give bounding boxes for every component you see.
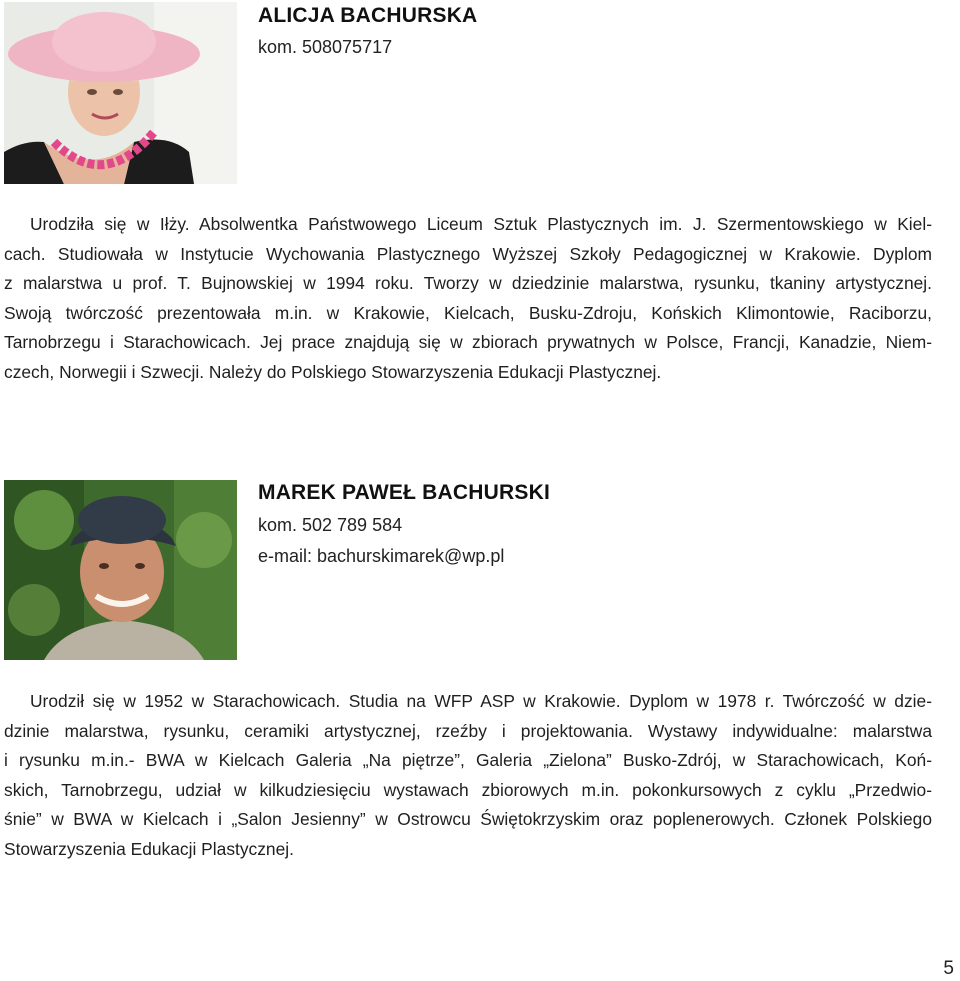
bio-line: skich, Tarnobrzegu, udział w kilkudziesięciu wystawach zbiorowych m.in. pokonkursowych z cyklu „Przedwio-	[4, 779, 932, 800]
bio-line: dzinie malarstwa, rysunku, ceramiki artystycznej, rzeźby i projektowania. Wystawy indywidualne: malarstwa	[4, 720, 932, 741]
portrait-photo-alicja	[4, 2, 237, 184]
person-name: ALICJA BACHURSKA	[258, 4, 478, 27]
bio-line: Urodziła się w Iłży. Absolwentka Państwowego Liceum Sztuk Plastycznych im. J. Szermentowskiego w Kiel-	[30, 214, 932, 234]
portrait-photo-marek	[4, 480, 237, 660]
phone-number: kom. 508075717	[258, 37, 393, 57]
bio-line: Tarnobrzegu i Starachowicach. Jej prace znajdują się w zbiorach prywatnych w Polsce, Francji, Kanadzie, Niem-	[4, 332, 932, 352]
bio-line: cach. Studiowała w Instytucie Wychowania Plastycznego Wyższej Szkoły Pedagogicznej w Krakowie. Dyplom	[4, 243, 932, 264]
portrait-image	[4, 480, 237, 660]
phone-number: kom. 502 789 584	[258, 515, 403, 535]
person-name: MAREK PAWEŁ BACHURSKI	[258, 481, 550, 504]
bio-line: Stowarzyszenia Edukacji Plastycznej.	[4, 838, 294, 859]
email-address: e-mail: bachurskimarek@wp.pl	[258, 546, 505, 566]
bio-line: z malarstwa u prof. T. Bujnowskiej w 1994 roku. Tworzy w dziedzinie malarstwa, rysunku, tkaniny artystycznej.	[4, 273, 932, 293]
biography-paragraph	[4, 210, 932, 387]
portrait-image	[4, 2, 237, 184]
biography-paragraph	[4, 687, 932, 864]
bio-line: Urodził się w 1952 w Starachowicach. Studia na WFP ASP w Krakowie. Dyplom w 1978 r. Twórczość w dzie-	[30, 691, 932, 711]
bio-line: Swoją twórczość prezentowała m.in. w Krakowie, Kielcach, Busku-Zdroju, Końskich Klimontowie, Raciborzu,	[4, 302, 932, 323]
bio-line: czech, Norwegii i Szwecji. Należy do Polskiego Stowarzyszenia Edukacji Plastycznej.	[4, 361, 662, 382]
page-number: 5	[943, 958, 954, 979]
bio-line: śnie” w BWA w Kielcach i „Salon Jesienny” w Ostrowcu Świętokrzyskim oraz poplenerowych. Członek Polskiego	[4, 809, 932, 829]
bio-line: i rysunku m.in.- BWA w Kielcach Galeria „Na piętrze”, Galeria „Zielona” Busko-Zdrój, w Starachowicach, Koń-	[4, 750, 932, 770]
